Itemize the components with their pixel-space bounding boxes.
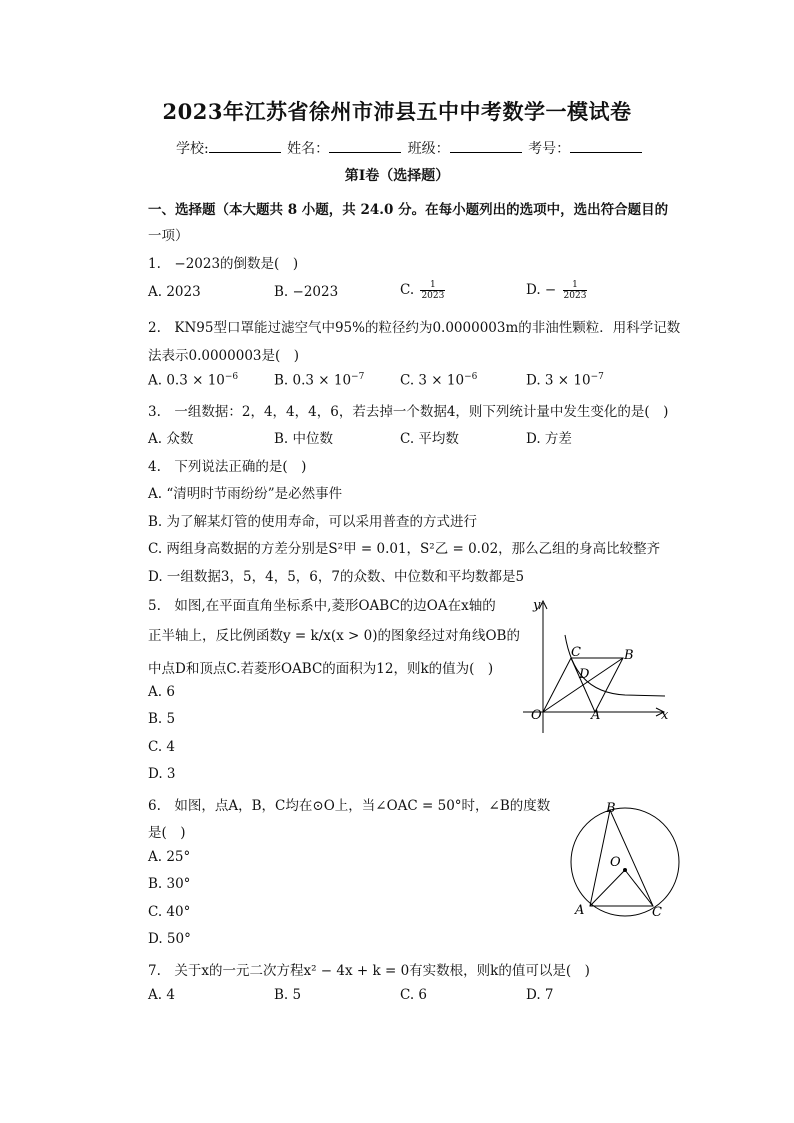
q5-figure-rhombus-graph (515, 595, 675, 735)
label-c: C (652, 905, 662, 920)
q2-c-text: C. 3 × 10 (400, 372, 465, 389)
q7-option-c[interactable]: C. 6 (400, 987, 428, 1003)
label-y: y (533, 598, 541, 613)
section-title: 第I卷（选择题） (344, 168, 450, 184)
part-heading-line2: 一项） (148, 228, 189, 244)
q1-option-a[interactable]: A. 2023 (148, 284, 201, 300)
page-title: 2023年江苏省徐州市沛县五中中考数学一模试卷 (162, 99, 632, 124)
label-a: A (575, 903, 585, 918)
q6-stem-line1: 6. 如图，点A，B，C均在⊙O上，当∠OAC = 50°时，∠B的度数 (148, 798, 551, 814)
label-o: O (531, 708, 542, 723)
q1-d-numerator: 1 (563, 280, 588, 291)
q1-c-numerator: 1 (420, 280, 445, 291)
q4-stem: 4. 下列说法正确的是( ) (148, 459, 307, 475)
q5-option-a[interactable]: A. 6 (148, 684, 175, 700)
label-o: O (610, 855, 621, 870)
q2-b-exponent: −7 (351, 372, 365, 382)
q6-option-b[interactable]: B. 30° (148, 876, 191, 892)
q5-stem-line2: 正半轴上，反比例函数y = k/x(x > 0)的图象经过对角线OB的 (148, 628, 520, 644)
q2-stem-line2: 法表示0.0000003是( ) (148, 348, 300, 364)
q3-option-a[interactable]: A. 众数 (148, 431, 194, 447)
q4-option-a[interactable]: A. “清明时节雨纷纷”是必然事件 (148, 486, 343, 502)
q3-option-b[interactable]: B. 中位数 (274, 431, 334, 447)
label-d: D (579, 667, 590, 682)
label-b: B (624, 648, 634, 663)
q2-option-c[interactable] (400, 372, 477, 389)
q5-stem-line3: 中点D和顶点C.若菱形OABC的面积为12，则k的值为( ) (148, 661, 494, 677)
student-info-row (176, 138, 644, 158)
q1-option-d-fraction (563, 280, 588, 301)
label-x: x (661, 708, 669, 723)
q7-option-d[interactable]: D. 7 (526, 987, 554, 1003)
q6-option-d[interactable]: D. 50° (148, 931, 191, 947)
q2-c-exponent: −6 (464, 372, 478, 382)
q7-option-b[interactable]: B. 5 (274, 987, 302, 1003)
q1-option-c[interactable] (400, 280, 445, 301)
q1-stem: 1. −2023的倒数是( ) (148, 256, 299, 272)
label-b: B (606, 801, 616, 816)
q1-option-d-prefix: D. − (526, 282, 557, 298)
q2-a-exponent: −6 (224, 372, 239, 382)
class-label: 班级： (407, 141, 450, 157)
q1-option-b[interactable]: B. −2023 (274, 284, 339, 300)
q2-option-b[interactable] (274, 372, 364, 389)
q2-b-text: B. 0.3 × 10 (274, 372, 352, 389)
q5-stem-line1: 5. 如图,在平面直角坐标系中,菱形OABC的边OA在x轴的 (148, 598, 496, 614)
q5-option-c[interactable]: C. 4 (148, 739, 176, 755)
q6-stem-line2: 是( ) (148, 825, 186, 841)
q6-figure-circle (565, 798, 685, 923)
school-blank[interactable] (209, 138, 281, 153)
q2-option-d[interactable] (526, 372, 604, 389)
q4-option-b[interactable]: B. 为了解某灯管的使用寿命，可以采用普查的方式进行 (148, 514, 478, 530)
q3-option-d[interactable]: D. 方差 (526, 431, 572, 447)
part-heading-line1: 一、选择题（本大题共 8 小题，共 24.0 分。在每小题列出的选项中，选出符合题目的 (148, 202, 669, 218)
q1-option-c-prefix: C. (400, 282, 415, 298)
q6-option-c[interactable]: C. 40° (148, 904, 191, 920)
q3-stem: 3. 一组数据：2，4，4，4，6，若去掉一个数据4，则下列统计量中发生变化的是( ) (148, 404, 669, 420)
q5-option-b[interactable]: B. 5 (148, 711, 176, 727)
name-label: 姓名： (287, 141, 330, 157)
q7-stem: 7. 关于x的一元二次方程x² − 4x + k = 0有实数根，则k的值可以是( ) (148, 963, 590, 979)
q1-option-c-fraction (420, 280, 445, 301)
q1-option-d[interactable] (526, 280, 587, 301)
label-c: C (571, 645, 581, 660)
number-label: 考号： (528, 141, 571, 157)
circle-o (571, 808, 679, 916)
label-a: A (591, 708, 601, 723)
q2-option-a[interactable] (148, 372, 238, 389)
segment-oa (590, 870, 625, 906)
school-label: 学校: (176, 141, 209, 157)
q4-option-c[interactable]: C. 两组身高数据的方差分别是S²甲 = 0.01，S²乙 = 0.02，那么乙组的身高比较整齐 (148, 541, 661, 557)
q1-c-denominator: 2023 (421, 291, 445, 301)
q2-d-text: D. 3 × 10 (526, 372, 591, 389)
triangle-abc (590, 810, 653, 906)
q7-option-a[interactable]: A. 4 (148, 987, 175, 1003)
q1-d-denominator: 2023 (563, 291, 587, 301)
q5-option-d[interactable]: D. 3 (148, 766, 176, 782)
q2-stem-line1: 2. KN95型口罩能过滤空气中95%的粒径约为0.0000003m的非油性颗粒．用科学记数 (148, 320, 681, 336)
name-blank[interactable] (329, 138, 401, 153)
q2-a-text: A. 0.3 × 10 (148, 372, 225, 389)
q3-option-c[interactable]: C. 平均数 (400, 431, 459, 447)
class-blank[interactable] (450, 138, 522, 153)
q2-d-exponent: −7 (590, 372, 604, 382)
q4-option-d[interactable]: D. 一组数据3，5，4，5，6，7的众数、中位数和平均数都是5 (148, 569, 525, 585)
q6-option-a[interactable]: A. 25° (148, 849, 191, 865)
center-point (623, 868, 627, 872)
number-blank[interactable] (570, 138, 642, 153)
